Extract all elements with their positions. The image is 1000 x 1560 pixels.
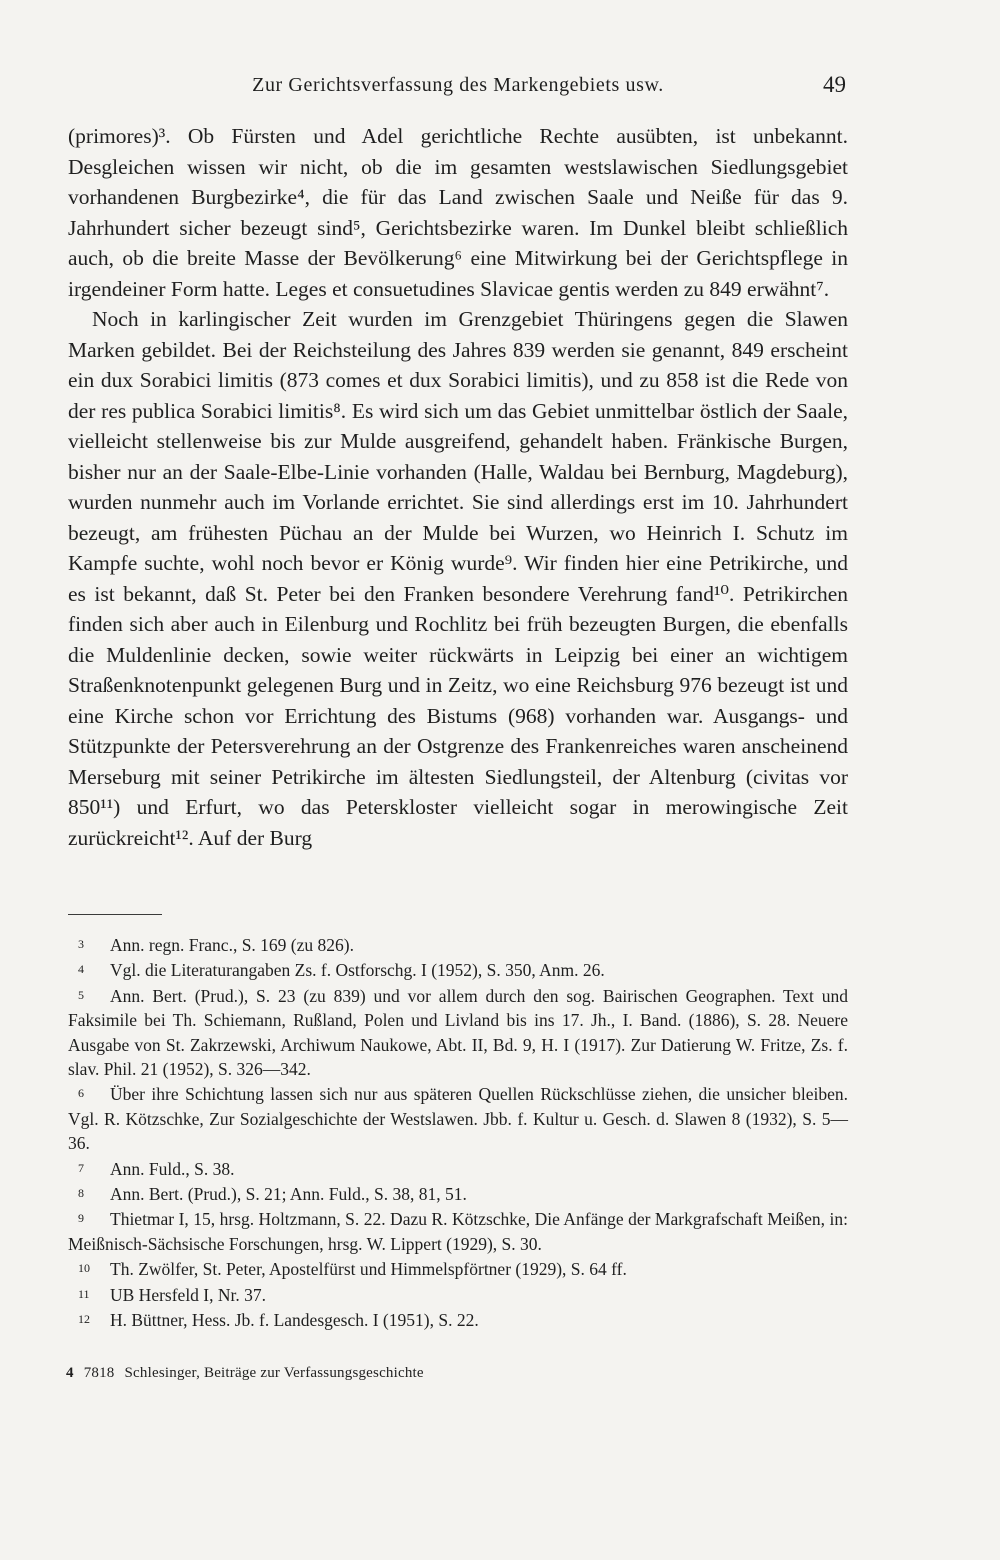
footnote-number: 10	[78, 1261, 90, 1276]
footnote-text: Ann. Fuld., S. 38.	[110, 1158, 235, 1179]
footnote	[68, 1156, 848, 1181]
footnote	[68, 1307, 848, 1332]
footnote-number: 12	[78, 1312, 90, 1327]
footnote-text: Ann. Bert. (Prud.), S. 23 (zu 839) und vor allem durch den sog. Bairischen Geographen. Text und Faksimile bei Th. Schiemann, Rußland, Polen und Livland bis ins 17. Jh., I. Band. (1886), S. 28. Neuere Ausgabe von St. Zakrzewski, Archiwum Naukowe, Abt. II, Bd. 9, H. I (1917). Zur Datierung W. Fritze, Zs. f. slav. Phil. 21 (1952), S. 326—342.	[68, 985, 848, 1080]
footnote-text: Über ihre Schichtung lassen sich nur aus späteren Quellen Rückschlüsse ziehen, die unsicher bleiben. Vgl. R. Kötzschke, Zur Sozialgeschichte der Westslawen. Jbb. f. Kultur u. Gesch. d. Slawen 8 (1932), S. 5—36.	[68, 1084, 848, 1154]
footnote-text: H. Büttner, Hess. Jb. f. Landesgesch. I (1951), S. 22.	[110, 1310, 479, 1331]
footnote-number: 6	[78, 1086, 84, 1101]
signature-title: Schlesinger, Beiträge zur Verfassungsgeschichte	[124, 1365, 424, 1381]
footnote	[68, 1181, 848, 1206]
footnote	[68, 983, 848, 1082]
page-number: 49	[823, 72, 846, 97]
footnote-divider	[68, 914, 162, 915]
footnote-number: 3	[78, 937, 84, 951]
paragraph: Noch in karlingischer Zeit wurden im Grenzgebiet Thüringens gegen die Slawen Marken gebildet. Bei der Reichsteilung des Jahres 839 werden sie genannt, 849 erscheint ein dux Sorabici limitis (873 comes et dux Sorabici limitis), und zu 858 ist die Rede von der res publica Sorabici limitis⁸. Es wird sich um das Gebiet unmittelbar östlich der Saale, vielleicht stellenweise bis zur Mulde ausgreifend, gehandelt haben. Fränkische Burgen, bisher nur an der Saale-Elbe-Linie vorhanden (Halle, Waldau bei Bernburg, Magdeburg), wurden nunmehr auch im Vorlande errichtet. Sie sind allerdings erst im 10. Jahrhundert bezeugt, am frühesten Püchau an der Mulde bei Wurzen, wo Heinrich I. Schutz im Kampfe suchte, wohl noch bevor er König wurde⁹. Wir finden hier eine Petrikirche, und es ist bekannt, daß St. Peter bei den Franken besondere Verehrung fand¹⁰. Petrikirchen finden sich aber auch in Eilenburg und Rochlitz bei früh bezeugten Burgen, die ebenfalls die Muldenlinie decken, sowie weiter rückwärts in Leipzig bei einer an wichtigem Straßenknotenpunkt gelegenen Burg und in Zeitz, wo eine Reichsburg 976 bezeugt ist und eine Kirche schon vor Errichtung des Bistums (968) vorhanden war. Ausgangs- und Stützpunkte der Petersverehrung an der Ostgrenze des Frankenreiches waren anscheinend Merseburg mit seiner Petrikirche im ältesten Siedlungsteil, der Altenburg (civitas vor 850¹¹) und Erfurt, wo das Peterskloster vielleicht sogar in merowingische Zeit zurückreicht¹². Auf der Burg	[68, 307, 848, 850]
footnote-text: Vgl. die Literaturangaben Zs. f. Ostforschg. I (1952), S. 350, Anm. 26.	[110, 960, 605, 981]
footnote	[68, 1256, 848, 1281]
paragraph: (primores)³. Ob Fürsten und Adel gerichtliche Rechte ausübten, ist unbekannt. Desgleichen wissen wir nicht, ob die im gesamten westslawischen Siedlungsgebiet vorhandenen Burgbezirke⁴, die für das Land zwischen Saale und Neiße für das 9. Jahrhundert sicher bezeugt sind⁵, Gerichtsbezirke waren. Im Dunkel bleibt schließlich auch, ob die breite Masse der Bevölkerung⁶ eine Mitwirkung bei der Gerichtspflege in irgendeiner Form hatte. Leges et consuetudines Slavicae gentis werden zu 849 erwähnt⁷.	[68, 124, 848, 301]
footnote-text: UB Hersfeld I, Nr. 37.	[110, 1284, 267, 1305]
footnote-number: 9	[78, 1211, 84, 1226]
footnote-text: Th. Zwölfer, St. Peter, Apostelfürst und Himmelspförtner (1929), S. 64 ff.	[110, 1259, 627, 1280]
footnote-text: Ann. regn. Franc., S. 169 (zu 826).	[110, 935, 354, 955]
footnote-number: 8	[78, 1186, 84, 1201]
running-title: Zur Gerichtsverfassung des Markengebiets usw.	[252, 74, 664, 96]
footnote	[68, 957, 848, 982]
footnote-number: 5	[78, 987, 84, 1002]
sheet-number: 4	[66, 1365, 74, 1381]
footnote-number: 4	[78, 962, 84, 977]
footnote-number: 7	[78, 1160, 84, 1175]
signature-code: 7818	[83, 1365, 115, 1381]
main-text	[68, 121, 848, 853]
footnote-text: Thietmar I, 15, hrsg. Holtzmann, S. 22. Dazu R. Kötzschke, Die Anfänge der Markgrafschaft Meißen, in: Meißnisch-Sächsische Forschungen, hrsg. W. Lippert (1929), S. 30.	[68, 1209, 848, 1254]
footnote-number: 11	[78, 1286, 90, 1301]
footnotes	[68, 932, 848, 1333]
page-header	[68, 70, 848, 110]
printer-signature	[66, 1365, 424, 1382]
footnote	[68, 1081, 848, 1155]
footnote-text: Ann. Bert. (Prud.), S. 21; Ann. Fuld., S. 38, 81, 51.	[110, 1184, 467, 1205]
footnote	[68, 932, 848, 957]
footnote	[68, 1206, 848, 1256]
footnote	[68, 1282, 848, 1307]
